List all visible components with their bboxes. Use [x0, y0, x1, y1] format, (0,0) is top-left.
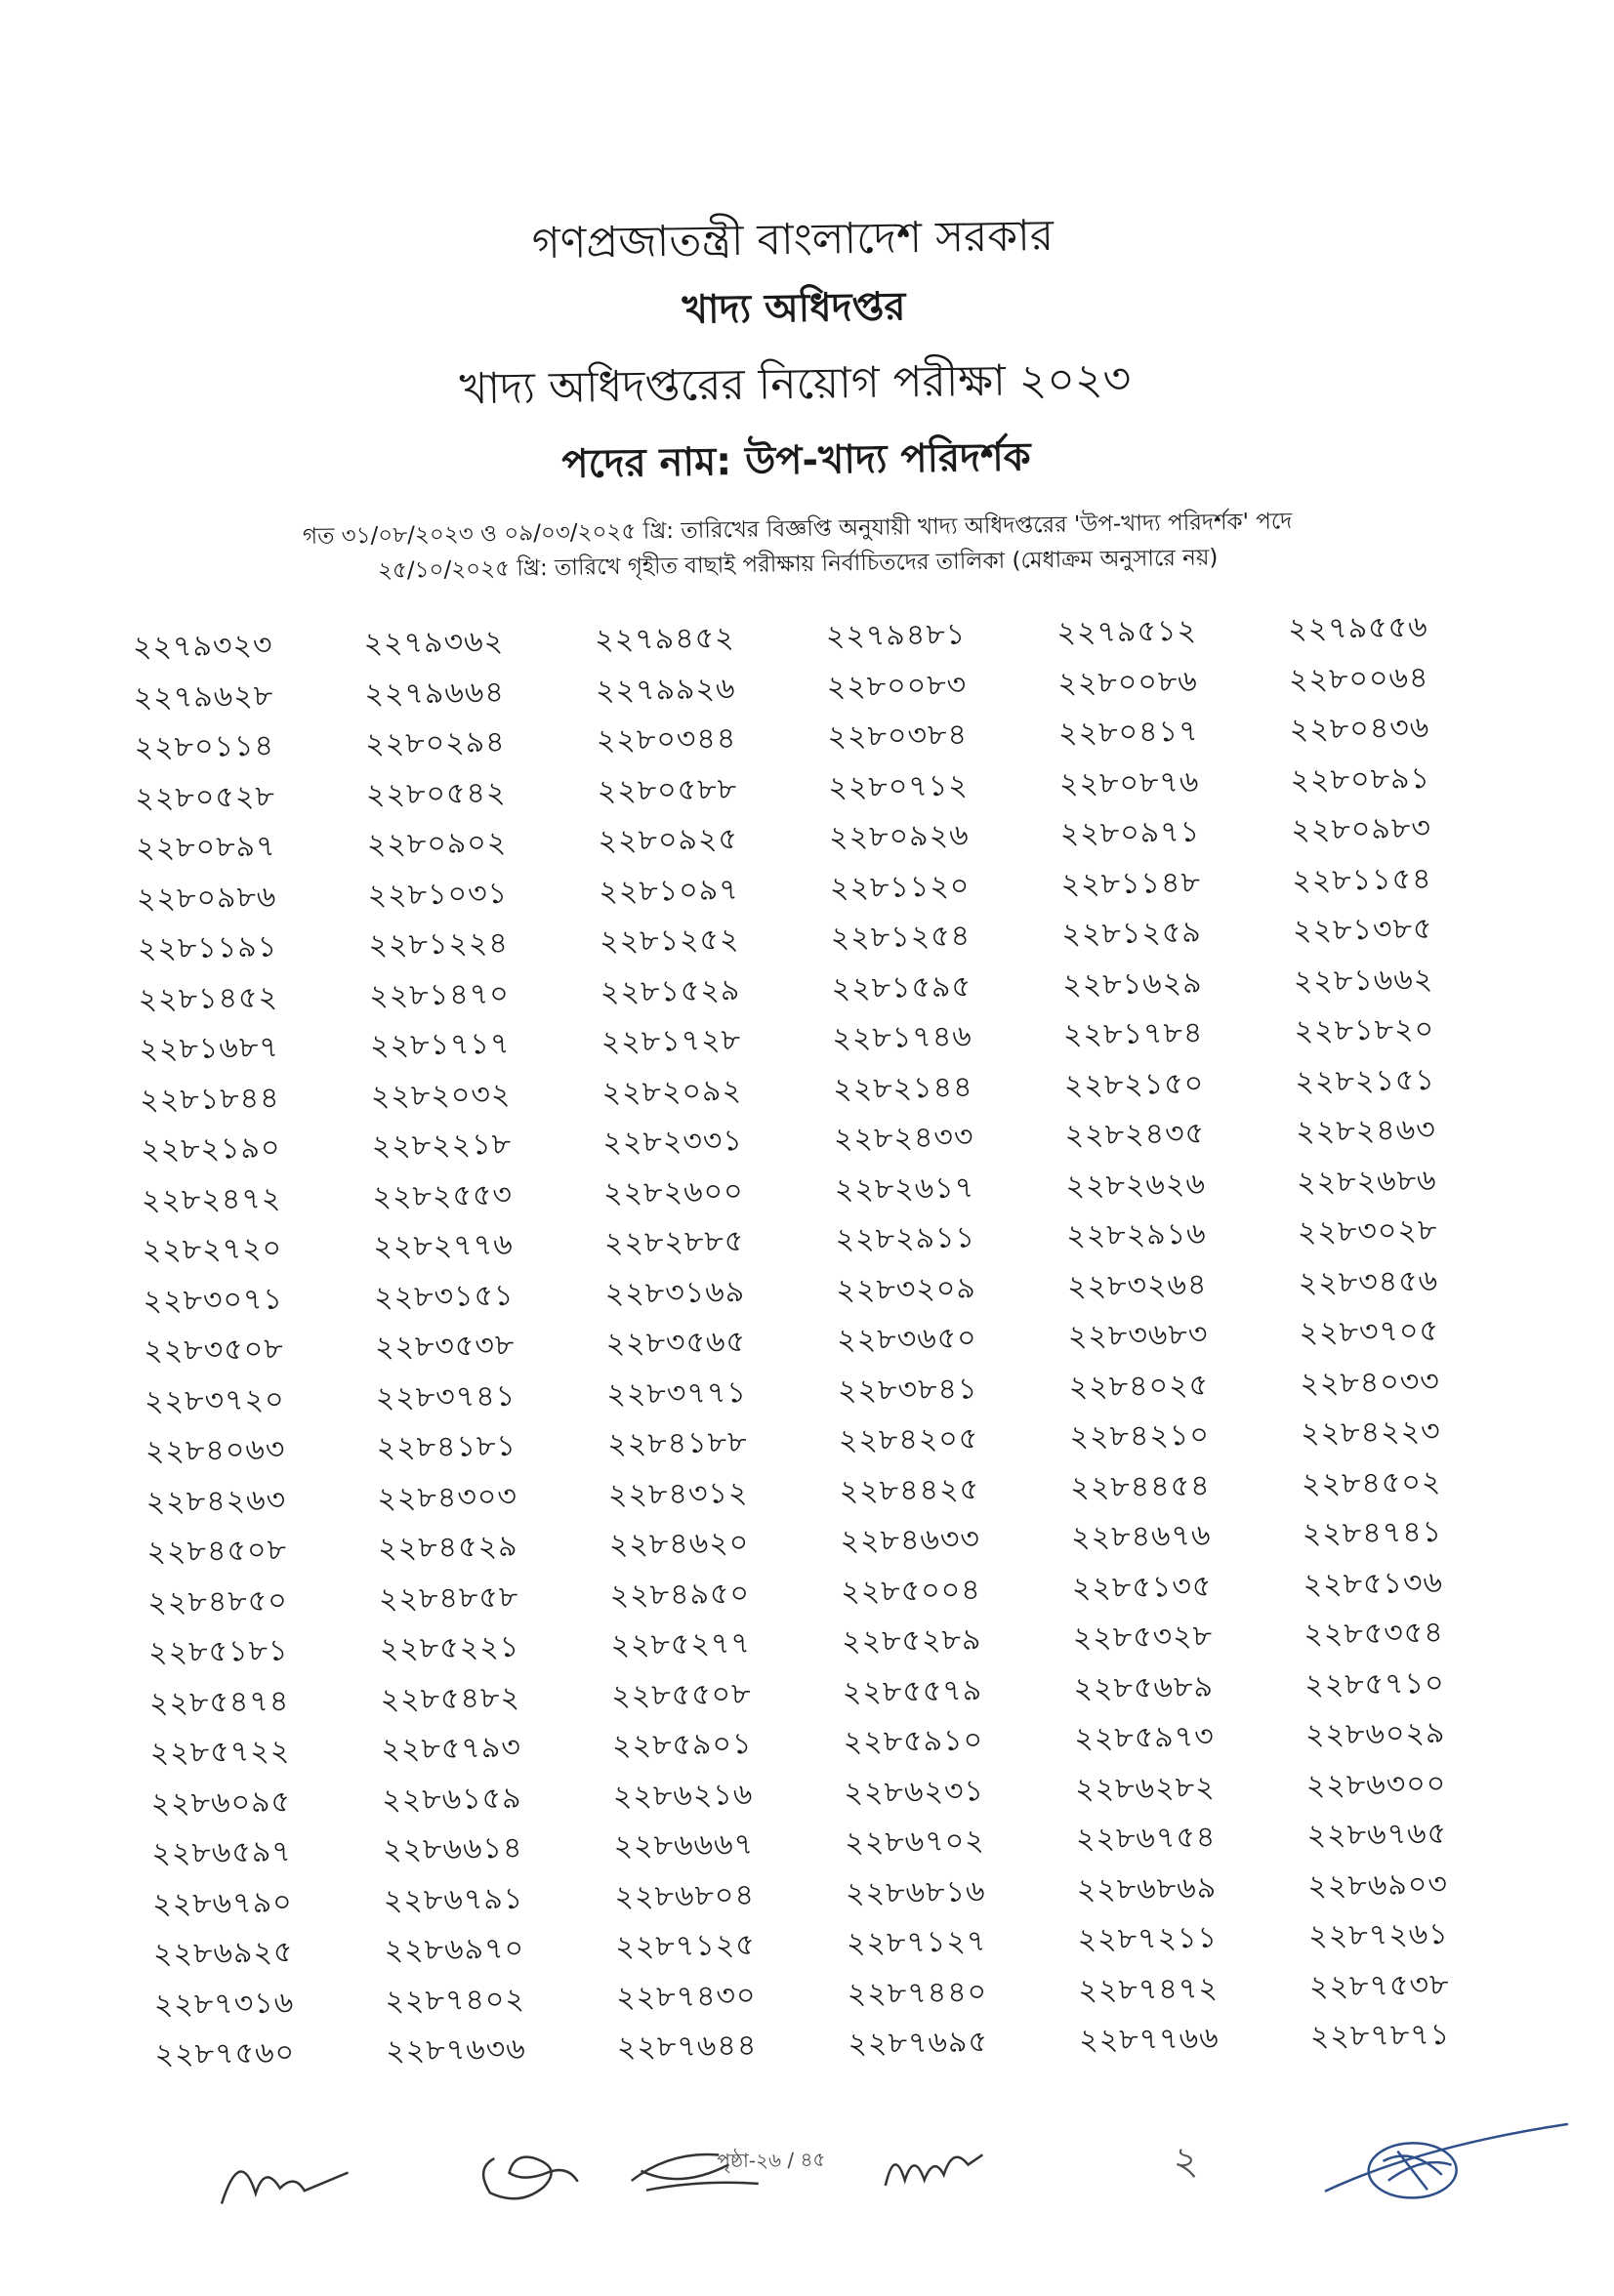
roll-number: ২২৮২৬০০: [602, 1173, 744, 1211]
roll-number: ২২৮৫১৩৬: [1303, 1565, 1444, 1602]
roll-number: ২২৮৩০৭১: [143, 1282, 284, 1319]
roll-number: ২২৮৩৫৬৫: [605, 1325, 747, 1362]
notice-line-1: গত ৩১/০৮/২০২৩ ও ০৯/০৩/২০২৫ খ্রি: তারিখের বিজ্ঞপ্তি অনুযায়ী খাদ্য অধিদপ্তরের 'উপ-খাদ্য পরিদর্শক' পদে: [302, 509, 1293, 551]
roll-number: ২২৮৪২২৩: [1300, 1414, 1441, 1452]
roll-number: ২২৮৩৬৫০: [836, 1321, 977, 1358]
roll-number: ২২৮৭৫৬০: [154, 2035, 296, 2072]
department-title: খাদ্য অধিদপ্তর: [682, 284, 906, 333]
roll-number: ২২৭৯৫১২: [1056, 613, 1198, 651]
roll-number: ২২৮১৪৫২: [138, 980, 279, 1017]
roll-number: ২২৮১২২৪: [368, 926, 510, 964]
roll-number: ২২৮৬৯০৩: [1307, 1866, 1449, 1904]
roll-number: ২২৮৬৫৯৭: [151, 1834, 293, 1871]
roll-number: ২২৮০৯৭১: [1059, 814, 1201, 852]
roll-number: ২২৮৫২৮৯: [841, 1622, 982, 1660]
roll-number: ২২৮৬৩০০: [1305, 1766, 1447, 1803]
roll-number: ২২৮৩৫০৮: [144, 1332, 284, 1369]
roll-number: ২২৮৫২২১: [379, 1629, 520, 1667]
roll-number: ২২৮৭৪৩০: [615, 1978, 757, 2015]
roll-number: ২২৮১৫২৯: [600, 972, 741, 1010]
roll-number: ২২৮১৮৪৪: [139, 1081, 280, 1118]
roll-number: ২২৮২১৫০: [1063, 1066, 1205, 1103]
roll-number: ২২৮০০৮৩: [826, 668, 968, 705]
roll-number: ২২৮০৩৮৪: [827, 718, 969, 755]
roll-number: ২২৮২৪৩৫: [1064, 1116, 1206, 1154]
roll-number: ২২৮২৭২০: [142, 1231, 283, 1268]
roll-number: ২২৮৫৯১০: [843, 1723, 984, 1760]
roll-number: ২২৮৫১৩৫: [1071, 1569, 1213, 1606]
roll-number: ২২৮০৫২৮: [135, 779, 276, 816]
roll-number: ২২৮২৪৭২: [141, 1181, 282, 1218]
roll-number: ২২৮০০৬৪: [1288, 660, 1429, 697]
roll-number: ২২৮৩৭২০: [144, 1382, 285, 1419]
roll-number: ২২৮৬৭০২: [845, 1824, 986, 1861]
roll-number: ২২৮০৭১২: [828, 768, 970, 805]
roll-number: ২২৮০০৮৬: [1057, 664, 1199, 701]
roll-number: ২২৮৭৪৭২: [1078, 1971, 1220, 2008]
roll-number: ২২৮৪৪৫৪: [1070, 1468, 1211, 1505]
roll-number: ২২৮৬৬৬৭: [613, 1827, 755, 1865]
signature-5: [1304, 2105, 1580, 2216]
roll-number: ২২৮২৯১১: [835, 1220, 976, 1257]
roll-number: ২২৮৫৭২২: [149, 1734, 291, 1771]
roll-number: ২২৮১৩৮৫: [1292, 912, 1433, 949]
roll-number: ২২৮২১৫১: [1295, 1062, 1436, 1099]
roll-number: ২২৮৪১৮৮: [606, 1425, 748, 1462]
roll-number: ২২৮৭৬৪৪: [616, 2029, 758, 2066]
roll-number: ২২৮১৭২৮: [600, 1023, 742, 1060]
roll-number: ২২৮৭৮৭১: [1309, 2018, 1451, 2055]
roll-number: ২২৮৭৪৪০: [847, 1974, 988, 2012]
roll-number: ২২৮৪৫০৮: [146, 1533, 288, 1570]
roll-number: ২২৮৩২০৯: [836, 1271, 977, 1308]
signature-1: [211, 2133, 368, 2224]
roll-number: ২২৮২৬১৭: [834, 1170, 975, 1208]
roll-number: ২২৮১০৩১: [367, 876, 509, 913]
roll-number: ২২৮৪৫২৯: [377, 1529, 518, 1567]
roll-number: ২২৮২৪৩৩: [833, 1120, 974, 1157]
roll-number: ২২৮৭২৬১: [1307, 1917, 1449, 1954]
roll-number: ২২৮৪৫০২: [1301, 1464, 1442, 1501]
roll-number: ২২৮৫৯০১: [611, 1727, 753, 1764]
roll-number: ২২৭৯৬৬৪: [364, 675, 506, 712]
roll-number: ২২৮২১৯০: [140, 1130, 281, 1168]
roll-number: ২২৮৭৩১৬: [153, 1986, 295, 2023]
roll-number: ২২৮১২৫৪: [830, 919, 972, 956]
roll-number: ২২৭৯৫৫৬: [1287, 610, 1428, 647]
roll-number: ২২৮৪৮৫০: [147, 1583, 288, 1620]
roll-number: ২২৮৫৭১০: [1304, 1665, 1445, 1702]
roll-number: ২২৭৯৩৬২: [363, 625, 505, 662]
roll-number: ২২৭৯৯২৬: [595, 671, 736, 709]
roll-number: ২২৮০৫৪২: [365, 775, 507, 812]
page-number: পৃষ্ঠা-২৬ / ৪৫: [717, 2147, 826, 2173]
roll-number: ২২৮৬২৩১: [844, 1773, 985, 1811]
roll-number: ২২৮১১৯১: [137, 929, 278, 966]
roll-number: ২২৮৪৩১২: [607, 1475, 749, 1512]
roll-number: ২২৮০৪১৭: [1057, 714, 1199, 752]
roll-number: ২২৮০৮৯৭: [135, 829, 276, 866]
roll-number: ২২৮১৮২০: [1294, 1012, 1435, 1049]
roll-number: ২২৮১৬৮৭: [139, 1030, 280, 1067]
roll-number: ২২৮৪৩০৩: [377, 1479, 518, 1516]
roll-number: ২২৮০২৯৪: [364, 725, 506, 762]
roll-number: ২২৮৪০২৫: [1068, 1368, 1210, 1405]
roll-number: ২২৮১২৫৯: [1061, 915, 1203, 953]
signature-2: [465, 2128, 593, 2218]
roll-number: ২২৭৯৪৫২: [594, 621, 735, 658]
roll-number: ২২৮৩০২৮: [1297, 1213, 1438, 1250]
notice-line-2: ২৫/১০/২০২৫ খ্রি: তারিখে গৃহীত বাছাই পরীক্ষায় নির্বাচিতদের তালিকা (মেধাক্রম অনুসারে নয়): [377, 545, 1219, 584]
roll-number: ২২৮১১৫৪: [1291, 861, 1432, 898]
roll-number: ২২৮৫২৭৭: [610, 1626, 752, 1663]
roll-number: ২২৮৪০৬৩: [145, 1432, 286, 1469]
roll-number: ২২৮১৪৭০: [368, 976, 510, 1013]
roll-number: ২২৮৩২৬৪: [1066, 1267, 1208, 1304]
roll-number: ২২৮১৬৬২: [1293, 962, 1434, 999]
roll-number: ২২৭৯৬২৮: [133, 678, 274, 716]
roll-number: ২২৮৫৫৭৯: [842, 1672, 983, 1710]
roll-number: ২২৮২০৩২: [370, 1077, 512, 1114]
roll-number: ২২৮৬৬১৪: [382, 1830, 523, 1868]
roll-number: ২২৮৭৫৩৮: [1308, 1967, 1450, 2004]
roll-number: ২২৮৩৮৪১: [837, 1372, 978, 1409]
roll-number-grid: [119, 602, 1528, 2082]
roll-number: ২২৮১০৯৭: [599, 872, 739, 910]
roll-number: ২২৮৩৭০৫: [1299, 1314, 1440, 1351]
roll-number: ২২৮২৪৬৩: [1295, 1113, 1436, 1150]
roll-number: ২২৮৪৭৪১: [1302, 1515, 1443, 1552]
roll-number: ২২৮০৩৪৪: [596, 721, 737, 758]
roll-number: ২২৮২৬৮৬: [1296, 1163, 1437, 1200]
roll-number: ২২৮৬৭৯১: [383, 1881, 524, 1918]
roll-number: ২২৮১৭৮৪: [1062, 1015, 1204, 1053]
roll-number: ২২৮৫৭৯৩: [381, 1730, 522, 1768]
roll-number: ২২৮৪৬৭৬: [1070, 1518, 1212, 1556]
roll-number: ২২৭৯৪৮১: [825, 617, 967, 654]
roll-number: ২২৮৬৮০৪: [614, 1877, 756, 1914]
roll-number: ২২৮০৮৯১: [1290, 760, 1431, 798]
roll-number: ২২৮২৮৮৫: [603, 1224, 745, 1261]
roll-number: ২২৮৪৬৩৩: [840, 1522, 981, 1559]
roll-number: ২২৮৫৪৮২: [380, 1680, 521, 1717]
roll-number: ২২৮০৫৮৮: [597, 771, 738, 809]
exam-title: খাদ্য অধিদপ্তরের নিয়োগ পরীক্ষা ২০২৩: [459, 353, 1132, 415]
roll-number: ২২৮৩১৬৯: [604, 1274, 746, 1312]
roll-number: ২২৮৪০৩৩: [1300, 1364, 1441, 1401]
roll-number: ২২৮১১৪৮: [1060, 865, 1202, 902]
roll-number: ২২৮৬৯৭০: [384, 1931, 525, 1969]
roll-number: ২২৮৪৯৫০: [609, 1576, 751, 1613]
roll-number: ২২৮১২৫২: [599, 922, 740, 960]
roll-number: ২২৮৪৮৫৮: [378, 1579, 519, 1617]
roll-number: ২২৮০৪৩৬: [1289, 711, 1430, 748]
roll-number: ২২৮৪৬২০: [608, 1526, 750, 1563]
roll-number: ২২৮৩৬৮৩: [1067, 1317, 1209, 1355]
roll-number: ২২৮৬০৯৫: [150, 1784, 292, 1822]
roll-number: ২২৮৬৭৫৪: [1075, 1820, 1217, 1858]
roll-number: ২২৮৭১২৭: [846, 1924, 987, 1961]
roll-number: ২২৮৭৬৯৫: [848, 2025, 989, 2062]
roll-number: ২২৮৭৪০২: [385, 1982, 526, 2019]
roll-number: ২২৮০৯২৫: [598, 822, 739, 859]
roll-number: ২২৮২৯১৬: [1065, 1216, 1207, 1254]
roll-number: ২২৮২৩৩১: [602, 1124, 744, 1161]
roll-number: ২২৮৬৯২৫: [152, 1935, 294, 1972]
roll-number: ২২৮০৮৭৬: [1058, 764, 1200, 801]
roll-number: ২২৮৫৩৫৪: [1304, 1616, 1444, 1653]
roll-number: ২২৮৬৭৯০: [151, 1885, 293, 1922]
page-mark: ২: [1173, 2138, 1199, 2185]
roll-number: ২২৮৬৮১৬: [845, 1873, 986, 1911]
roll-number: ২২৮৩৪৫৬: [1298, 1263, 1439, 1300]
roll-number: ২২৮৫৩২৮: [1072, 1619, 1214, 1657]
roll-number: ২২৮৬৮৬৯: [1076, 1870, 1218, 1907]
roll-number: ২২৮৪১৮১: [376, 1428, 517, 1466]
roll-number: ২২৮২৭৭৬: [373, 1227, 515, 1265]
roll-number: ২২৮২৫৫৩: [372, 1177, 514, 1214]
roll-number: ২২৮২০৯২: [601, 1073, 743, 1111]
roll-number: ২২৮২২১৮: [371, 1127, 513, 1165]
roll-number: ২২৮৬২১৬: [612, 1777, 754, 1814]
roll-number: ২২৮৫০০৪: [840, 1573, 981, 1610]
roll-number: ২২৮১৫৯৫: [831, 969, 973, 1006]
roll-number: ২২৮৪২৬৩: [145, 1483, 287, 1520]
roll-number: ২২৮১৭৪৬: [832, 1019, 973, 1056]
notice-text: [0, 499, 1605, 594]
roll-number: ২২৮২৬২৬: [1065, 1167, 1207, 1204]
roll-number: ২২৮১১২০: [829, 869, 971, 906]
roll-number: ২২৮৫৯৭৩: [1074, 1719, 1216, 1757]
roll-number: ২২৮৫৫০৮: [610, 1676, 752, 1713]
roll-number: ২২৮৫৬৮৯: [1073, 1669, 1215, 1706]
roll-number: ২২৮৪৪২৫: [839, 1472, 980, 1509]
roll-number: ২২৮৩৭৭১: [606, 1374, 748, 1412]
roll-number: ২২৮৩১৫১: [373, 1278, 515, 1315]
roll-number: ২২৮৭৭৬৬: [1078, 2021, 1220, 2058]
roll-number: ২২৭৯৩২৩: [132, 628, 273, 666]
roll-number: ২২৮৩৭৪১: [375, 1378, 517, 1415]
roll-number: ২২৮২১৪৪: [832, 1070, 973, 1107]
roll-number: ২২৮০৯৮৬: [136, 880, 277, 917]
government-title: গণপ্রজাতন্ত্রী বাংলাদেশ সরকার: [531, 210, 1055, 269]
signature-4: [875, 2125, 993, 2205]
roll-number: ২২৮০৯২৬: [828, 818, 970, 855]
roll-number: ২২৮৬০২৯: [1304, 1716, 1446, 1753]
roll-number: ২২৮০৯০২: [366, 826, 508, 863]
roll-number: ২২৮৪২১০: [1069, 1417, 1211, 1456]
roll-number: ২২৮৪২০৫: [838, 1421, 979, 1458]
roll-number: ২২৮৭২১১: [1077, 1920, 1219, 1957]
roll-number: ২২৮৬২৮২: [1074, 1770, 1216, 1807]
roll-number: ২২৮০৯৮৩: [1291, 811, 1432, 848]
post-name: পদের নাম: উপ-খাদ্য পরিদর্শক: [561, 434, 1032, 487]
roll-number: ২২৮৭১২৫: [615, 1928, 756, 1965]
roll-number: ২২৮৬৭৬৫: [1306, 1817, 1448, 1854]
roll-number: ২২৮৫৪৭৪: [148, 1684, 290, 1721]
roll-number: ২২৮১৬২৯: [1061, 965, 1203, 1003]
roll-number: ২২৮৫১৮১: [147, 1633, 289, 1670]
roll-number: ২২৮৬১৫৯: [381, 1781, 522, 1818]
roll-number: ২২৮১৭১৭: [369, 1027, 511, 1064]
roll-number: ২২৮৭৬৩৬: [385, 2031, 527, 2070]
roll-number: ২২৮৩৫৩৮: [374, 1328, 516, 1366]
roll-number: ২২৮০১১৪: [134, 728, 275, 766]
